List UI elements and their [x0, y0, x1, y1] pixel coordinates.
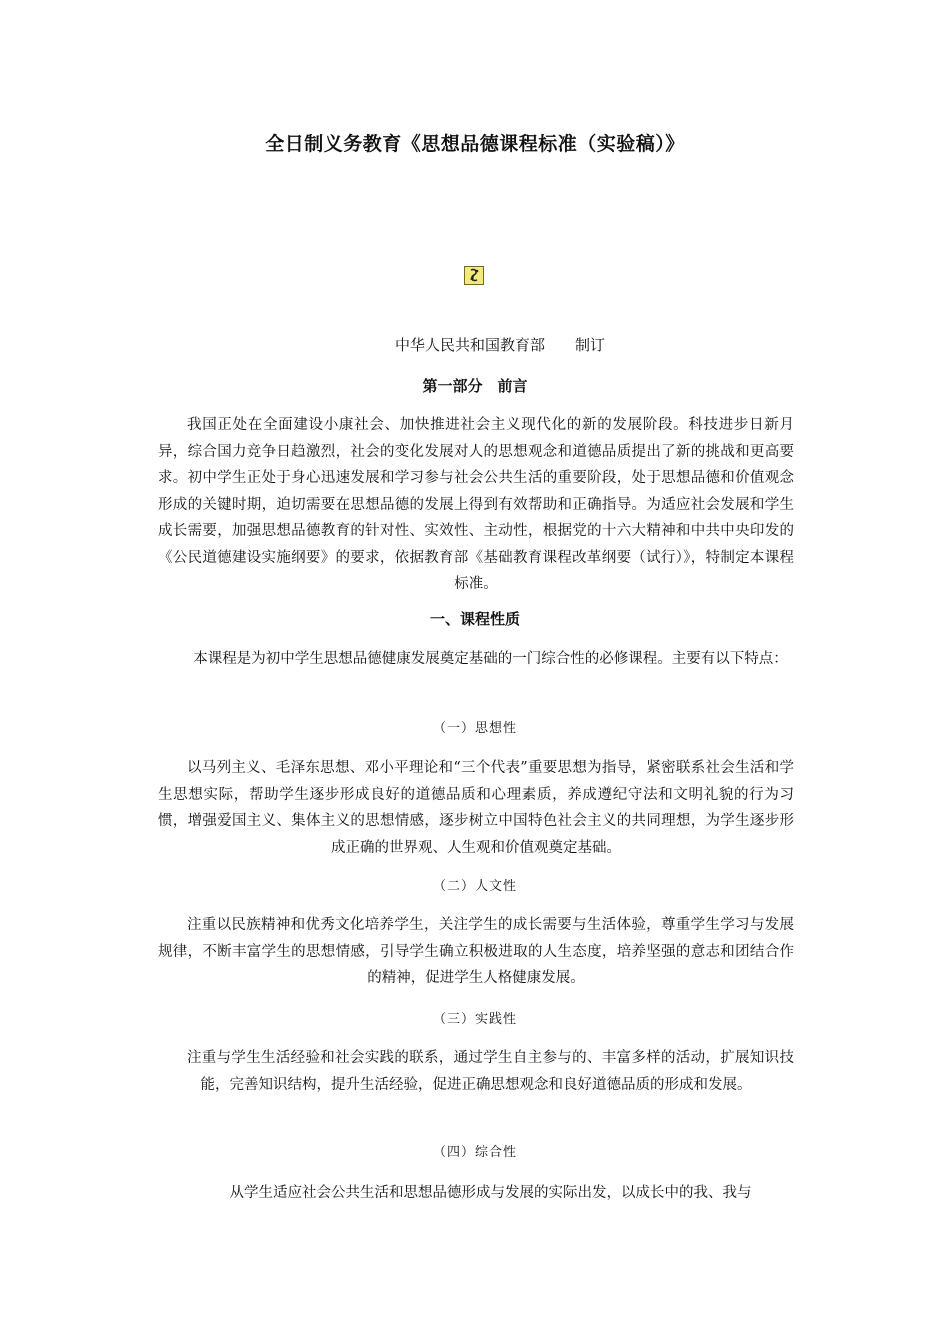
issuer-line: [0, 334, 950, 355]
feature-text-comprehensive: 从学生适应社会公共生活和思想品德形成与发展的实际出发，以成长中的我、我与: [229, 1185, 752, 1201]
feature-text-humanistic: 注重以民族精神和优秀文化培养学生，关注学生的成长需要与生活体验，尊重学生学习与发展规律，不断丰富学生的思想情感，引导学生确立积极进取的人生态度，培养坚强的意志和团结合作的精神，促进学生人格健康发展。: [158, 917, 794, 986]
embedded-object-icon[interactable]: [464, 266, 484, 285]
feature-heading-ideological: （一）思想性: [432, 721, 517, 736]
section-heading-course-nature: 一、课程性质: [429, 610, 520, 628]
course-nature-paragraph: 本课程是为初中学生思想品德健康发展奠定基础的一门综合性的必修课程。主要有以下特点：: [193, 651, 788, 667]
object-glyph: [465, 267, 483, 284]
intro-paragraph: 我国正处在全面建设小康社会、加快推进社会主义现代化的新的发展阶段。科技进步日新月异，综合国力竞争日趋激烈，社会的变化发展对人的思想观念和道德品质提出了新的挑战和更高要求。初中学生正处于身心迅速发展和学习参与社会公共生活的重要阶段，处于思想品德和价值观念形成的关键时期，迫切需要在思想品德的发展上得到有效帮助和正确指导。为适应社会发展和学生成长需要，加强思想品德教育的针对性、实效性、主动性，根据党的十六大精神和中共中央印发的《公民道德建设实施纲要》的要求，依据教育部《基础教育课程改革纲要（试行）》，特制定本课程标准。: [158, 417, 794, 592]
feature-heading-humanistic: （二）人文性: [432, 879, 517, 894]
feature-text-practical: 注重与学生生活经验和社会实践的联系，通过学生自主参与的、丰富多样的活动，扩展知识技能，完善知识结构，提升生活经验，促进正确思想观念和良好道德品质的形成和发展。: [187, 1050, 794, 1093]
document-title: 全日制义务教育《思想品德课程标准（实验稿）》: [265, 133, 685, 155]
feature-heading-practical: （三）实践性: [432, 1012, 517, 1027]
issuer-action: 制订: [575, 336, 606, 354]
part-heading: 第一部分 前言: [422, 377, 528, 395]
issuer-org: 中华人民共和国教育部: [394, 336, 545, 354]
feature-heading-comprehensive: （四）综合性: [432, 1145, 517, 1160]
feature-text-ideological: 以马列主义、毛泽东思想、邓小平理论和“三个代表”重要思想为指导，紧密联系社会生活和学生思想实际，帮助学生逐步形成良好的道德品质和心理素质，养成遵纪守法和文明礼貌的行为习惯，增强爱国主义、集体主义的思想情感，逐步树立中国特色社会主义的共同理想，为学生逐步形成正确的世界观、人生观和价值观奠定基础。: [158, 760, 794, 856]
